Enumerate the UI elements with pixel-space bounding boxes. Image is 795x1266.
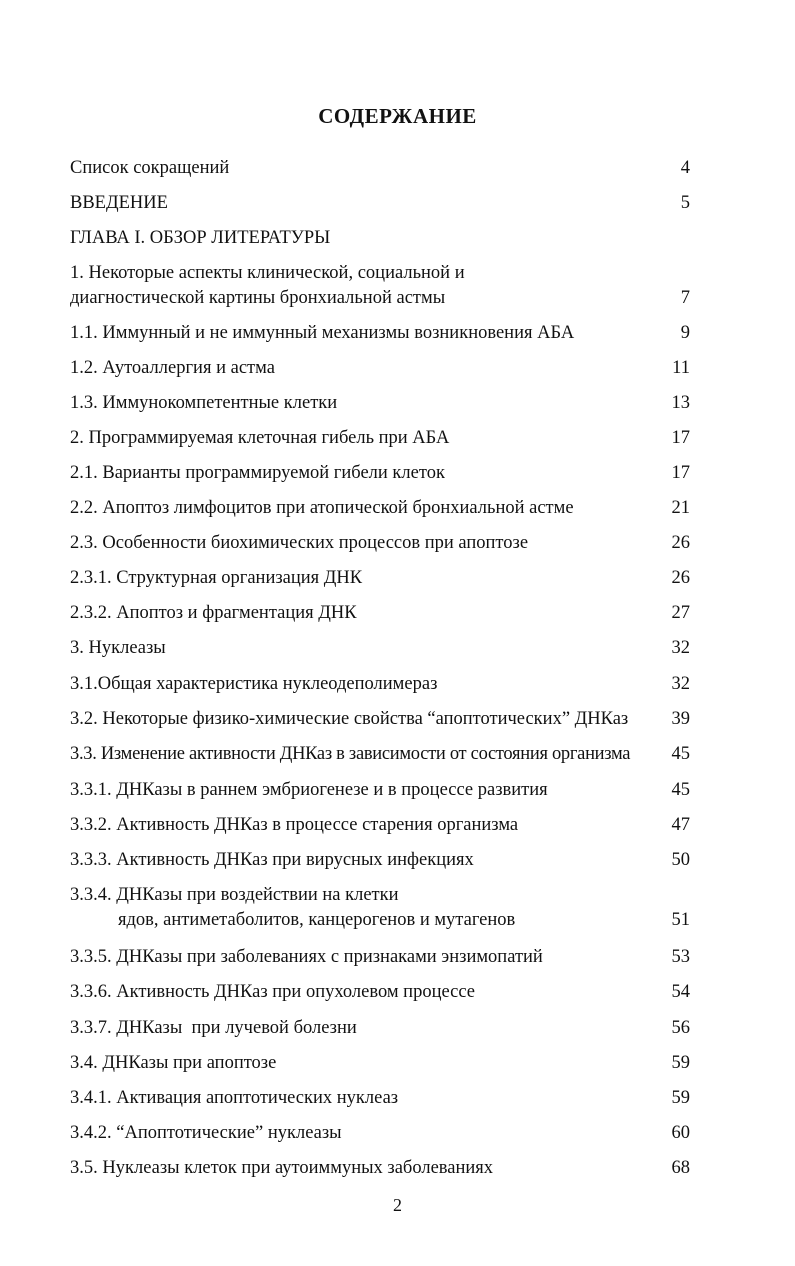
toc-entry-text: 3. Нуклеазы	[70, 638, 166, 658]
toc-entry	[70, 426, 690, 451]
toc-entry-page: 53	[671, 947, 690, 967]
toc-entry	[70, 1051, 690, 1076]
toc-entry	[70, 496, 690, 521]
toc-entry	[70, 778, 690, 803]
toc-entry-text: 3.3. Изменение активности ДНКаз в зависимости от состояния организма	[70, 744, 631, 764]
toc-entry-page: 26	[671, 533, 690, 553]
toc-entry-text	[70, 883, 655, 933]
toc-entry-text-line2: диагностической картины бронхиальной астмы	[70, 288, 446, 308]
toc-entry-page: 21	[671, 498, 690, 518]
toc-entry-page: 50	[671, 850, 690, 870]
toc-entry	[70, 191, 690, 216]
toc-entry	[70, 1016, 690, 1041]
toc-entry	[70, 461, 690, 486]
toc-entry-text: 2.2. Апоптоз лимфоцитов при атопической бронхиальной астме	[70, 498, 574, 518]
toc-entry	[70, 531, 690, 556]
toc-entry-page: 7	[680, 288, 690, 308]
toc-entry-text: 2.1. Варианты программируемой гибели клеток	[70, 463, 445, 483]
toc-entry-page: 27	[671, 603, 690, 623]
toc-entry-page: 45	[671, 744, 690, 764]
toc-entry	[70, 391, 690, 416]
toc-entry	[70, 1121, 690, 1146]
toc-entry	[70, 848, 690, 873]
toc-entry-text: ВВЕДЕНИЕ	[70, 193, 168, 213]
page-title: СОДЕРЖАНИЕ	[318, 104, 477, 128]
toc-entry-text: 3.4. ДНКазы при апоптозе	[70, 1053, 277, 1073]
toc-entry-text: 1.1. Иммунный и не иммунный механизмы возникновения АБА	[70, 323, 575, 343]
toc-entry	[70, 672, 690, 697]
toc-entry	[70, 636, 690, 661]
toc-entry-page: 47	[671, 815, 690, 835]
toc-entry-text-line1: 1. Некоторые аспекты клинической, социальной и	[70, 263, 465, 283]
toc-entry-text: 2.3.1. Структурная организация ДНК	[70, 568, 363, 588]
toc-entry-text: 3.1.Общая характеристика нуклеодеполимераз	[70, 674, 438, 694]
toc-entry-text: 3.4.2. “Апоптотические” нуклеазы	[70, 1123, 342, 1143]
toc-entry-text: 3.3.6. Активность ДНКаз при опухолевом процессе	[70, 982, 476, 1002]
toc-entry	[70, 1156, 690, 1181]
toc-entry	[70, 707, 690, 732]
toc-entry-text: 3.3.1. ДНКазы в раннем эмбриогенезе и в процессе развития	[70, 780, 548, 800]
toc-entry-page: 68	[671, 1158, 690, 1178]
toc-entry-page: 17	[671, 463, 690, 483]
toc-entry-text	[70, 261, 655, 311]
toc-entry	[70, 356, 690, 381]
toc-entry-page: 13	[671, 393, 690, 413]
toc-entry	[70, 226, 690, 251]
toc-entry	[70, 261, 690, 311]
toc-entry-page: 26	[671, 568, 690, 588]
toc-entry-text-line1: 3.3.4. ДНКазы при воздействии на клетки	[70, 885, 399, 905]
toc-entry-page: 59	[671, 1088, 690, 1108]
toc-entry-page: 54	[671, 982, 690, 1002]
toc-entry	[70, 321, 690, 346]
toc-entry-page: 5	[680, 193, 690, 213]
toc-entry	[70, 156, 690, 181]
toc-entry-text: 1.2. Аутоаллергия и астма	[70, 358, 275, 378]
toc-entry-page: 56	[671, 1018, 690, 1038]
toc-entry-text-line2: ядов, антиметаболитов, канцерогенов и мутагенов	[118, 910, 516, 930]
toc-entry-page: 60	[671, 1123, 690, 1143]
toc-entry	[70, 742, 690, 767]
toc-entry-page: 32	[671, 638, 690, 658]
toc-entry-text: Список сокращений	[70, 158, 230, 178]
toc-entry-text: 3.2. Некоторые физико-химические свойства “апоптотических” ДНКаз	[70, 709, 629, 729]
toc-entry-page: 59	[671, 1053, 690, 1073]
toc-entry-text: 3.3.3. Активность ДНКаз при вирусных инфекциях	[70, 850, 474, 870]
toc-entry-page: 32	[671, 674, 690, 694]
toc-entry	[70, 883, 690, 933]
toc-entry-text: 3.3.5. ДНКазы при заболеваниях с признаками энзимопатий	[70, 947, 543, 967]
toc-entry-text: 2. Программируемая клеточная гибель при АБА	[70, 428, 450, 448]
toc-entry-page: 45	[671, 780, 690, 800]
toc-entry	[70, 813, 690, 838]
toc-entry-page: 39	[671, 709, 690, 729]
toc-entry-text: 2.3.2. Апоптоз и фрагментация ДНК	[70, 603, 357, 623]
toc-entry	[70, 601, 690, 626]
toc-entry-text: ГЛАВА I. ОБЗОР ЛИТЕРАТУРЫ	[70, 228, 331, 248]
toc-entry-text: 3.5. Нуклеазы клеток при аутоиммуных заболеваниях	[70, 1158, 494, 1178]
toc-entry-text: 3.4.1. Активация апоптотических нуклеаз	[70, 1088, 399, 1108]
toc-entry	[70, 945, 690, 970]
toc-entry	[70, 980, 690, 1005]
toc-entry-text: 2.3. Особенности биохимических процессов при апоптозе	[70, 533, 529, 553]
toc-entry-page: 11	[672, 358, 690, 378]
toc-entry	[70, 1086, 690, 1111]
toc-entry-text: 3.3.7. ДНКазы при лучевой болезни	[70, 1018, 357, 1038]
page-number: 2	[393, 1195, 402, 1215]
toc-entry-page: 51	[671, 910, 690, 930]
toc-entry-page: 9	[680, 323, 690, 343]
toc-entry-page: 17	[671, 428, 690, 448]
toc-entry-page: 4	[680, 158, 690, 178]
toc-entry-text: 3.3.2. Активность ДНКаз в процессе старения организма	[70, 815, 519, 835]
toc-entry-text: 1.3. Иммунокомпетентные клетки	[70, 393, 338, 413]
toc-entry	[70, 566, 690, 591]
